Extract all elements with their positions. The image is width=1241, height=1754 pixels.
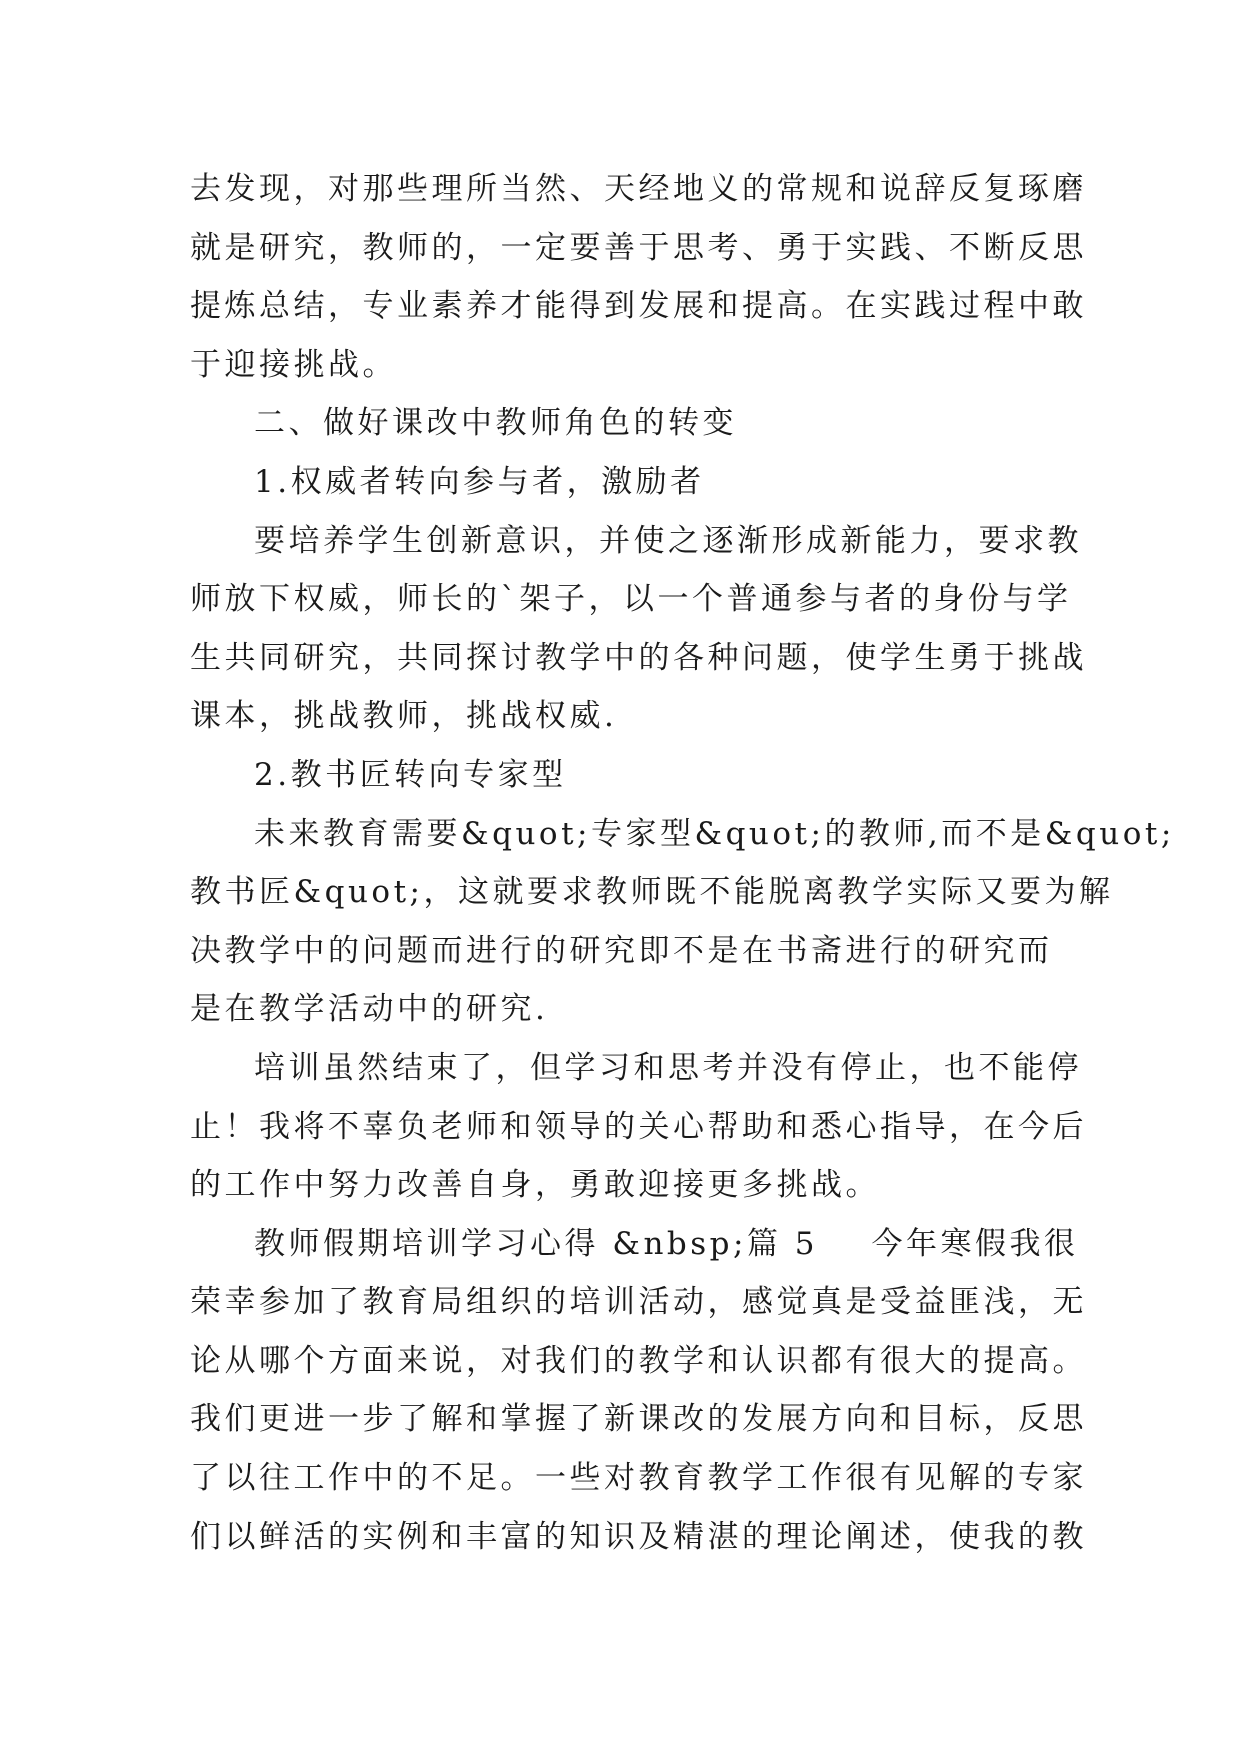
- text-line: 论从哪个方面来说，对我们的教学和认识都有很大的提高。: [190, 1342, 1087, 1379]
- text-line: 的工作中努力改善自身，勇敢迎接更多挑战。: [190, 1167, 880, 1204]
- text-line: 提炼总结，专业素养才能得到发展和提高。在实践过程中敢: [190, 288, 1087, 325]
- text-line: 生共同研究，共同探讨教学中的各种问题，使学生勇于挑战: [190, 639, 1087, 676]
- text-line: 了以往工作中的不足。一些对教育教学工作很有见解的专家: [190, 1460, 1087, 1497]
- text-line: 未来教育需要&quot;专家型&quot;的教师,而不是&quot;: [254, 815, 1175, 852]
- text-line: 我们更进一步了解和掌握了新课改的发展方向和目标，反思: [190, 1401, 1087, 1438]
- text-line: 课本，挑战教师，挑战权威.: [190, 698, 618, 735]
- text-line: 培训虽然结束了，但学习和思考并没有停止，也不能停: [254, 1049, 1082, 1086]
- text-line: 荣幸参加了教育局组织的培训活动，感觉真是受益匪浅，无: [190, 1284, 1087, 1321]
- text-line: 就是研究，教师的，一定要善于思考、勇于实践、不断反思: [190, 229, 1087, 266]
- text-line: 教书匠&quot;，这就要求教师既不能脱离教学实际又要为解: [190, 874, 1114, 911]
- subsection-heading: 2.教书匠转向专家型: [254, 756, 567, 793]
- body-text: [190, 160, 1175, 1566]
- text-line: 们以鲜活的实例和丰富的知识及精湛的理论阐述，使我的教: [190, 1518, 1087, 1555]
- text-line: 决教学中的问题而进行的研究即不是在书斋进行的研究而: [190, 932, 1053, 969]
- text-line: 止！我将不辜负老师和领导的关心帮助和悉心指导，在今后: [190, 1108, 1087, 1145]
- text-line: 于迎接挑战。: [190, 346, 397, 383]
- text-line: 是在教学活动中的研究.: [190, 991, 549, 1028]
- section-heading: 二、做好课改中教师角色的转变: [254, 405, 737, 442]
- text-line: 师放下权威，师长的`架子，以一个普通参与者的身份与学: [190, 581, 1072, 618]
- subsection-heading: 1.权威者转向参与者，激励者: [254, 463, 705, 500]
- text-line: 去发现，对那些理所当然、天经地义的常规和说辞反复琢磨: [190, 171, 1087, 207]
- text-line: 要培养学生创新意识，并使之逐渐形成新能力，要求教: [254, 522, 1082, 559]
- article-heading-line: 教师假期培训学习心得 &nbsp;篇 5 今年寒假我很: [254, 1225, 1079, 1262]
